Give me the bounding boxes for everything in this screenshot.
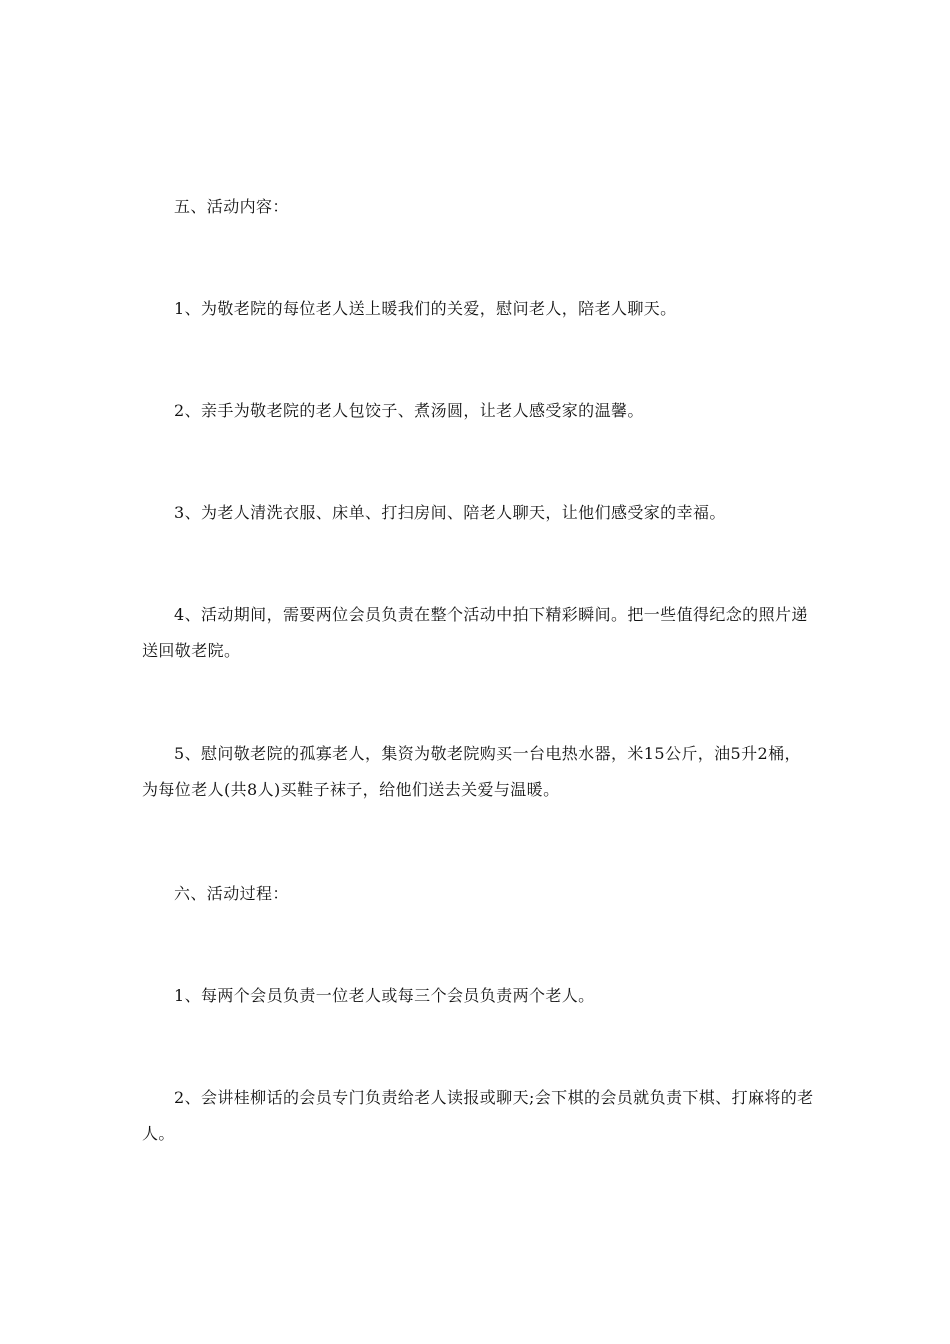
section-heading-activity-process: 六、活动过程： xyxy=(174,884,289,903)
process-item-1: 1、每两个会员负责一位老人或每三个会员负责两个老人。 xyxy=(174,986,595,1005)
content-item-2: 2、亲手为敬老院的老人包饺子、煮汤圆，让老人感受家的温馨。 xyxy=(174,401,644,420)
content-item-4: 4、活动期间，需要两位会员负责在整个活动中拍下精彩瞬间。把一些值得纪念的照片递送回敬老院。 xyxy=(142,605,808,660)
content-item-5: 5、慰问敬老院的孤寡老人，集资为敬老院购买一台电热水器，米15公斤，油5升2桶，为每位老人(共8人)买鞋子袜子，给他们送去关爱与温暖。 xyxy=(142,744,801,799)
content-item-3: 3、为老人清洗衣服、床单、打扫房间、陪老人聊天，让他们感受家的幸福。 xyxy=(174,503,726,522)
process-item-2: 2、会讲桂柳话的会员专门负责给老人读报或聊天;会下棋的会员就负责下棋、打麻将的老人。 xyxy=(142,1088,814,1143)
content-item-1: 1、为敬老院的每位老人送上暖我们的关爱，慰问老人，陪老人聊天。 xyxy=(174,299,677,318)
section-heading-activity-content: 五、活动内容： xyxy=(174,197,289,216)
